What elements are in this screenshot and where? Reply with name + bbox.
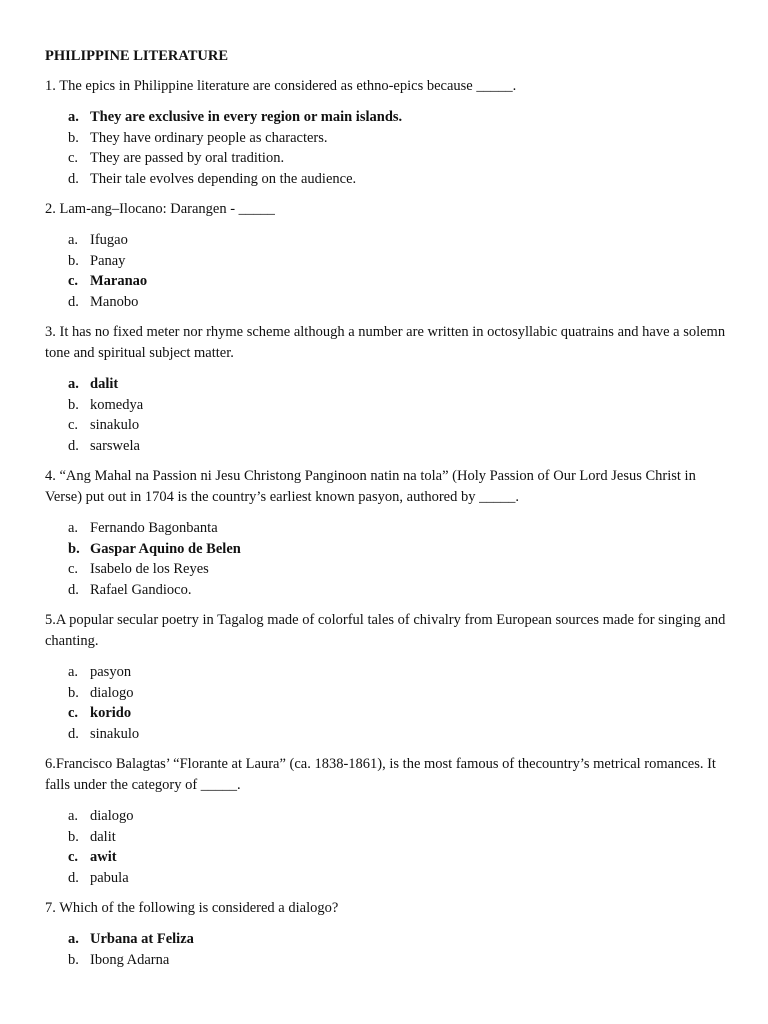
answer-option: [68, 169, 735, 190]
answer-option: [68, 251, 735, 272]
answer-option-correct: [68, 374, 735, 395]
option-text: awit: [90, 849, 117, 865]
question-stem: 2. Lam-ang–Ilocano: Darangen - _____: [45, 201, 275, 217]
option-text: Maranao: [90, 273, 148, 289]
answer-options: [45, 230, 735, 312]
answer-options: [45, 806, 735, 888]
option-text: Fernando Bagonbanta: [90, 520, 218, 536]
answer-option-correct: [68, 539, 735, 560]
option-text: Their tale evolves depending on the audience.: [90, 170, 357, 187]
answer-options: [45, 107, 735, 189]
answer-options: [45, 374, 735, 456]
answer-option: [68, 436, 735, 457]
option-text: Manobo: [90, 293, 139, 310]
option-text: Panay: [90, 252, 126, 269]
answer-option: [68, 827, 735, 848]
option-text: pabula: [90, 869, 129, 886]
option-text: dalit: [90, 376, 119, 392]
option-text: dalit: [90, 828, 116, 845]
answer-option: [68, 518, 735, 539]
option-text: sarswela: [90, 437, 140, 454]
option-letter: a.: [68, 931, 79, 947]
answer-option-correct: [68, 107, 735, 128]
answer-option-correct: [68, 847, 735, 868]
option-text: komedya: [90, 396, 144, 413]
option-letter: c.: [68, 273, 79, 289]
question-7: [45, 898, 735, 970]
option-letter: b.: [68, 828, 79, 845]
answer-option: [68, 868, 735, 889]
answer-option: [68, 415, 735, 436]
question-stem: 7. Which of the following is considered a dialogo?: [45, 900, 339, 916]
option-text: They have ordinary people as characters.: [90, 129, 328, 146]
option-text: korido: [90, 705, 132, 721]
answer-option: [68, 292, 735, 313]
answer-option-correct: [68, 271, 735, 292]
answer-options: [45, 518, 735, 600]
answer-option: [68, 724, 735, 745]
question-6: [45, 754, 735, 888]
answer-option: [68, 395, 735, 416]
answer-option-correct: [68, 929, 735, 950]
option-letter: d.: [68, 437, 79, 454]
document-page: [45, 46, 735, 980]
answer-options: [45, 662, 735, 744]
answer-option: [68, 662, 735, 683]
option-text: Isabelo de los Reyes: [90, 561, 209, 577]
question-stem: 3. It has no fixed meter nor rhyme scheme although a number are written in octosyllabic quatrains and have a solemn tone and spiritual subject matter.: [45, 324, 726, 361]
answer-option-correct: [68, 703, 735, 724]
option-letter: b.: [68, 396, 79, 413]
option-letter: a.: [68, 520, 79, 536]
answer-option: [68, 580, 735, 601]
option-letter: d.: [68, 170, 79, 187]
option-text: pasyon: [90, 664, 132, 680]
question-stem: 5.A popular secular poetry in Tagalog made of colorful tales of chivalry from European sources made for singing and chanting.: [45, 612, 726, 649]
option-text: Gaspar Aquino de Belen: [90, 540, 241, 557]
option-letter: b.: [68, 684, 79, 701]
question-stem: 4. “Ang Mahal na Passion ni Jesu Christong Panginoon natin na tola” (Holy Passion of Our Lord Jesus Christ in Verse) put out in 1704 is the country’s earliest known pasyon, authored by _____.: [45, 468, 696, 505]
option-letter: c.: [68, 417, 79, 433]
option-letter: b.: [68, 540, 80, 557]
option-letter: d.: [68, 581, 79, 598]
option-text: Ibong Adarna: [90, 951, 170, 968]
option-letter: a.: [68, 808, 79, 824]
option-letter: b.: [68, 951, 79, 968]
option-text: Rafael Gandioco.: [90, 581, 192, 598]
option-text: They are exclusive in every region or main islands.: [90, 109, 403, 125]
question-5: [45, 610, 735, 744]
question-stem: 6.Francisco Balagtas’ “Florante at Laura” (ca. 1838-1861), is the most famous of thecountry’s metrical romances. It falls under the category of _____.: [45, 756, 716, 793]
answer-option: [68, 559, 735, 580]
answer-option: [68, 230, 735, 251]
question-1: [45, 76, 735, 189]
option-letter: a.: [68, 109, 79, 125]
option-letter: d.: [68, 725, 79, 742]
option-letter: a.: [68, 664, 79, 680]
answer-option: [68, 128, 735, 149]
option-letter: d.: [68, 869, 79, 886]
question-4: [45, 466, 735, 600]
option-text: sinakulo: [90, 725, 140, 742]
answer-option: [68, 806, 735, 827]
option-text: dialogo: [90, 808, 134, 824]
answer-option: [68, 683, 735, 704]
option-letter: b.: [68, 252, 79, 269]
option-letter: c.: [68, 849, 79, 865]
question-3: [45, 322, 735, 456]
answer-option: [68, 950, 735, 971]
option-text: sinakulo: [90, 417, 140, 433]
option-letter: b.: [68, 129, 79, 146]
answer-options: [45, 929, 735, 970]
option-letter: c.: [68, 561, 79, 577]
option-letter: c.: [68, 705, 79, 721]
option-text: dialogo: [90, 684, 134, 701]
option-letter: c.: [68, 150, 79, 166]
answer-option: [68, 148, 735, 169]
question-list: [45, 76, 735, 970]
option-letter: d.: [68, 293, 79, 310]
option-text: Ifugao: [90, 232, 128, 248]
option-text: Urbana at Feliza: [90, 931, 194, 947]
option-letter: a.: [68, 376, 79, 392]
option-text: They are passed by oral tradition.: [90, 150, 285, 166]
question-2: [45, 199, 735, 312]
document-title: PHILIPPINE LITERATURE: [45, 48, 229, 64]
question-stem: 1. The epics in Philippine literature are considered as ethno-epics because _____.: [45, 78, 517, 94]
option-letter: a.: [68, 232, 79, 248]
